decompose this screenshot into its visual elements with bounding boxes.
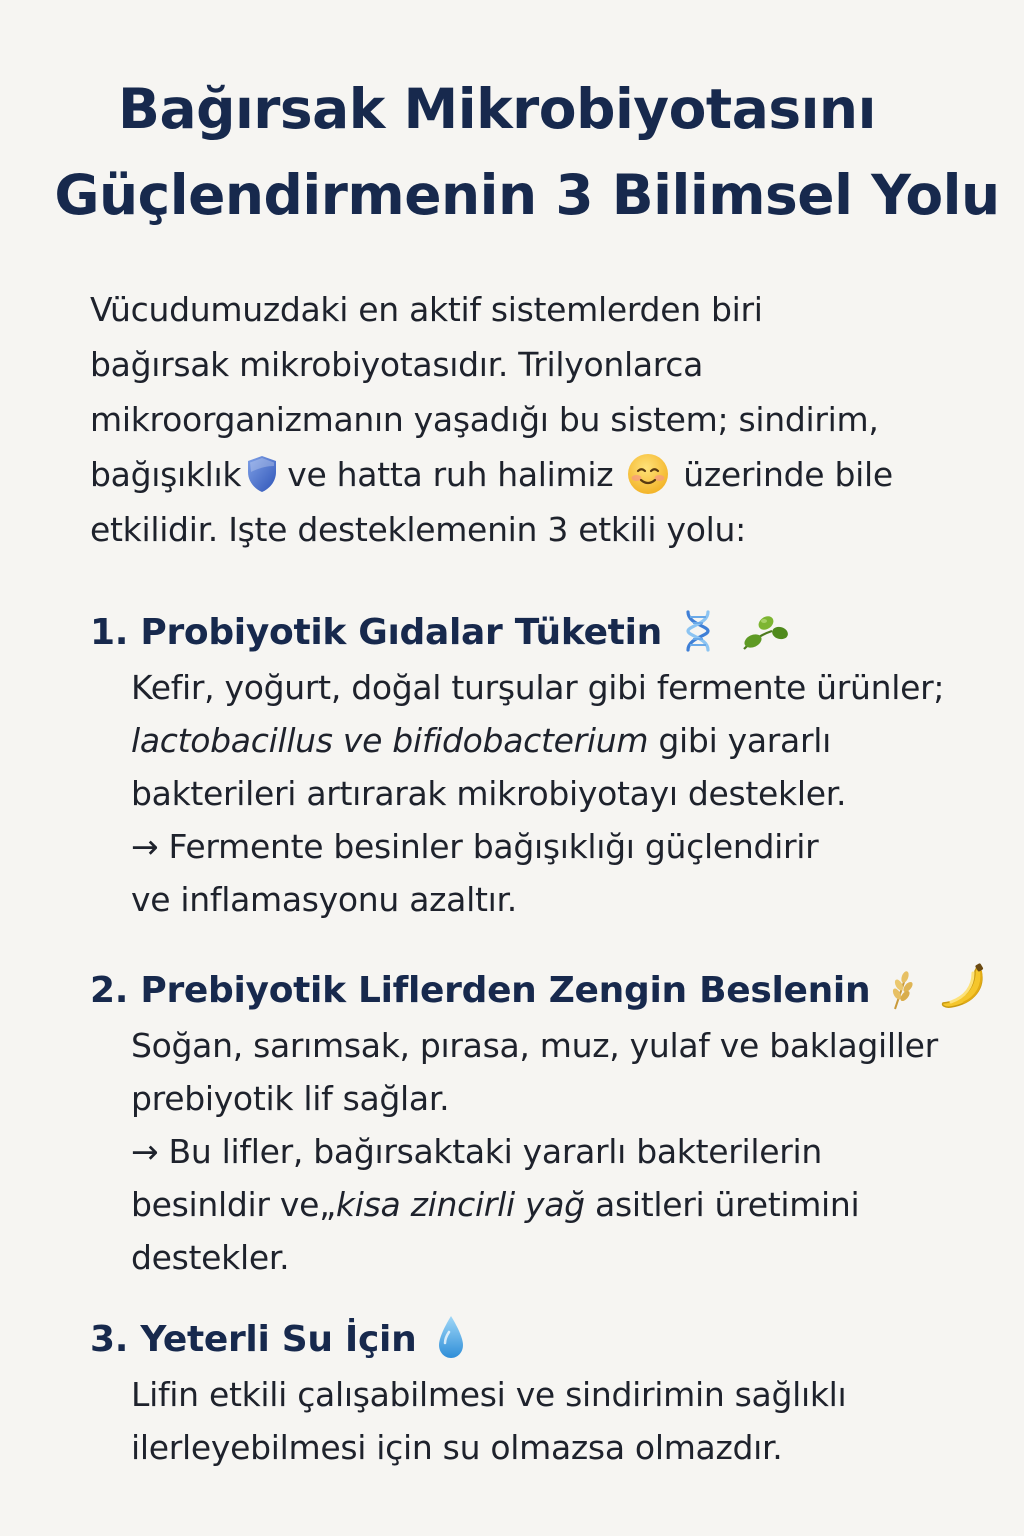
body-line: → Bu lifler, bağırsaktaki yararlı bakterilerin [131,1132,822,1171]
section-body [90,1368,1010,1474]
body-line: destekler. [131,1238,290,1277]
body-line: bakterileri artırarak mikrobiyotayı destekler. [131,774,847,813]
body-line: → Fermente besinler bağışıklığı güçlendirir [131,827,819,866]
body-text: gibi yararlı [658,721,831,760]
body-line [131,714,1010,767]
dna-icon [680,609,716,653]
section-prebiotic [90,963,1010,1284]
body-line: prebiyotik lif sağlar. [131,1079,450,1118]
intro-text: ve hatta ruh halimiz [287,455,614,494]
section-heading-text: 3. Yeterli Su İçin [90,1319,417,1360]
intro-paragraph [90,282,990,557]
body-line: Lifin etkili çalışabilmesi ve sindirimin sağlıklı [131,1375,847,1414]
intro-text: bağışıklık [90,455,242,494]
section-heading-text: 2. Prebiyotik Liflerden Zengin Beslenin [90,970,871,1011]
intro-line: mikroorganizmanın yaşadığı bu sistem; sindirim, [90,400,879,439]
intro-text: üzerinde bile [683,455,893,494]
body-line: Soğan, sarımsak, pırasa, muz, yulaf ve baklagiller [131,1026,938,1065]
title-line-2: Güçlendirmenin 3 Bilimsel Yolu [54,163,1000,227]
intro-line: bağırsak mikrobiyotasıdır. Trilyonlarca [90,345,704,384]
body-line: Kefir, yoğurt, doğal turşular gibi fermente ürünler; [131,668,945,707]
body-text: besinldir ve„ [131,1185,336,1224]
section-heading [90,605,1010,661]
wheat-icon [887,967,917,1011]
body-line: ilerleyebilmesi için su olmazsa olmazdır. [131,1428,783,1467]
water-drop-icon [435,1313,467,1361]
shield-icon [245,454,279,494]
intro-line: Vücudumuzdaki en aktif sistemlerden biri [90,290,763,329]
title-line-1: Bağırsak Mikrobiyotasını [118,77,876,141]
body-line [131,1178,1010,1231]
smiling-face-icon [627,453,669,495]
section-body [90,1019,1010,1284]
section-heading [90,963,1010,1019]
italic-text: kisa zincirli yağ [335,1185,585,1224]
section-probiotic [90,605,1010,926]
section-water [90,1312,1010,1474]
banana-icon [937,963,989,1011]
intro-line: etkilidir. Işte desteklemenin 3 etkili yolu: [90,510,746,549]
italic-text: lactobacillus ve bifidobacterium [131,721,649,760]
section-heading-text: 1. Probiyotik Gıdalar Tüketin [90,612,662,653]
page-title [0,66,1024,238]
section-body [90,661,1010,926]
body-text: asitleri üretimini [595,1185,860,1224]
sprout-icon [738,609,790,653]
body-line: ve inflamasyonu azaltır. [131,880,517,919]
section-heading [90,1312,1010,1368]
intro-line [90,447,990,502]
